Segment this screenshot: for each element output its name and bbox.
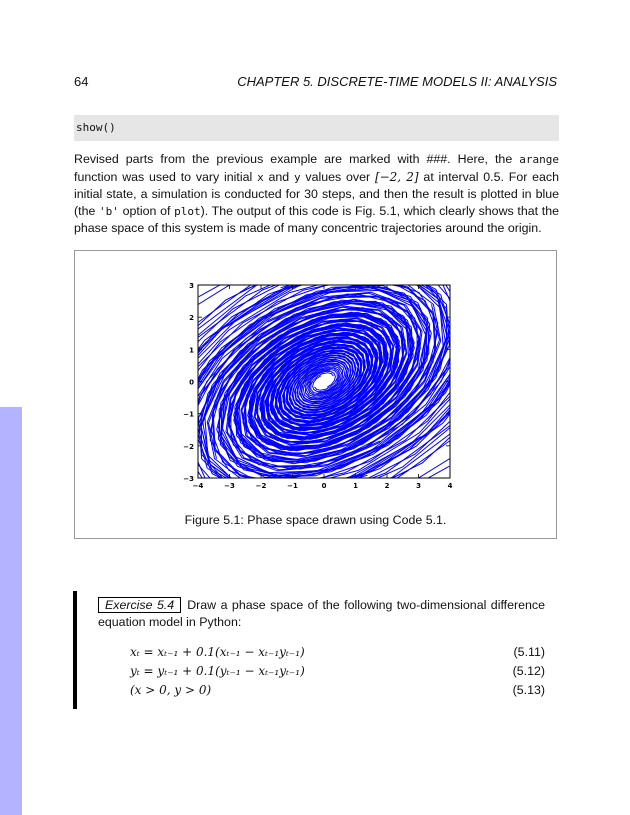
equation-row <box>130 645 545 663</box>
text-segment: Revised parts from the previous example are marked with ###. Here, the <box>74 152 520 166</box>
x-tick-label: 3 <box>416 482 421 488</box>
code-inline-b: 'b' <box>99 204 119 218</box>
page-header <box>74 74 557 92</box>
trajectory-group <box>180 273 460 488</box>
y-tick-label: 0 <box>189 378 194 387</box>
code-block <box>74 115 559 141</box>
text-segment: values over <box>300 169 375 184</box>
text-segment: ). The output of this code is Fig. 5.1, which clearly shows that the phase space of this system is made of many concentric trajectories around the origin. <box>74 203 559 235</box>
side-tab-marker <box>0 407 22 815</box>
code-line: show() <box>76 121 116 134</box>
running-head: CHAPTER 5. DISCRETE-TIME MODELS II: ANALYSIS <box>237 74 557 89</box>
figure-box <box>74 250 557 539</box>
text-segment: and <box>263 169 294 184</box>
equation: yₜ = yₜ₋₁ + 0.1(yₜ₋₁ − xₜ₋₁yₜ₋₁) <box>130 664 305 678</box>
code-inline-y: y <box>293 170 301 184</box>
x-tick-label: 4 <box>447 482 453 488</box>
text-segment: option of <box>118 203 175 218</box>
y-tick-label: −3 <box>183 475 194 483</box>
exercise-bar <box>73 591 77 709</box>
x-tick-label: 1 <box>353 482 358 488</box>
x-tick-label: −2 <box>255 482 267 488</box>
text-segment: at interval 0.5. For each initial state, a simulation is conducted for 30 steps, and then the result is plotted in blue (the <box>74 169 560 218</box>
y-tick-label: 3 <box>189 282 194 290</box>
math-interval: [−2, 2] <box>374 169 419 184</box>
body-paragraph <box>74 151 559 237</box>
equation-number: (5.13) <box>512 683 545 697</box>
equation-number: (5.12) <box>512 664 545 678</box>
y-tick-label: 1 <box>189 346 194 355</box>
equation: xₜ = xₜ₋₁ + 0.1(xₜ₋₁ − xₜ₋₁yₜ₋₁) <box>130 645 305 659</box>
code-inline-arange: arange <box>519 153 559 166</box>
text-segment: function was used to vary initial <box>74 169 258 184</box>
phase-space-plot <box>180 273 460 488</box>
code-inline-x: x <box>257 170 264 184</box>
equation: (x > 0, y > 0) <box>130 683 212 697</box>
x-tick-label: −1 <box>287 482 298 488</box>
x-tick-label: −3 <box>224 482 235 488</box>
x-tick-label: 0 <box>321 482 327 488</box>
y-tick-label: −2 <box>183 442 194 451</box>
equation-number: (5.11) <box>513 645 545 659</box>
exercise-text: Draw a phase space of the following two-dimensional difference equation model in Python: <box>98 598 545 629</box>
y-tick-label: −1 <box>183 410 194 419</box>
x-tick-label: 2 <box>384 482 390 488</box>
exercise-block <box>98 597 545 631</box>
figure-caption: Figure 5.1: Phase space drawn using Code 5.1. <box>184 513 447 527</box>
exercise-label: Exercise 5.4 <box>98 597 181 613</box>
code-inline-plot: plot <box>174 204 201 218</box>
equation-row <box>130 664 545 682</box>
page-number: 64 <box>74 74 89 89</box>
equation-row <box>130 683 545 701</box>
y-tick-label: 2 <box>189 314 194 323</box>
x-tick-label: −4 <box>192 482 204 488</box>
